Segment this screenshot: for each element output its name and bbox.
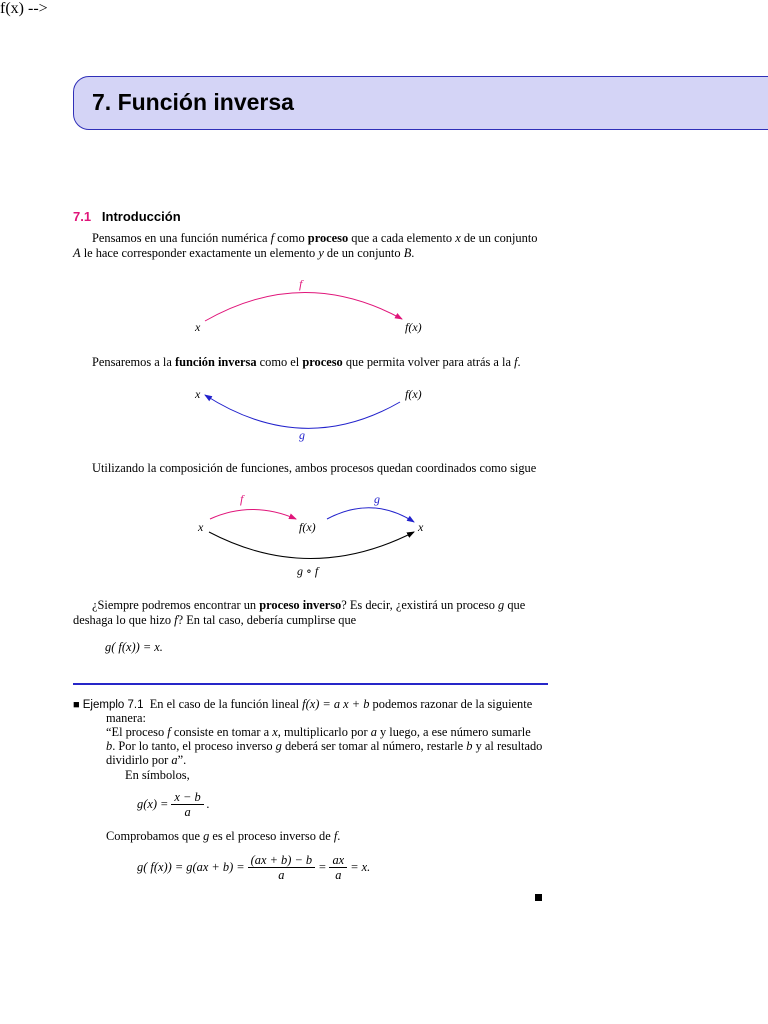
- arrow-comp-gf: [209, 532, 414, 559]
- example-line-2: manera:: [106, 711, 146, 725]
- example-divider: [73, 683, 548, 685]
- example-bullet-icon: ■: [73, 699, 80, 711]
- diagram2-to: f(x): [405, 387, 422, 401]
- diagram3-x1: x: [198, 520, 204, 534]
- end-of-example-icon: [535, 894, 542, 901]
- inverse-paragraph: Pensaremos a la función inversa como el proceso que permita volver para atrás a la f.: [92, 355, 521, 369]
- question-line-1: ¿Siempre podremos encontrar un proceso inverso? Es decir, ¿existirá un proceso g que: [92, 598, 526, 612]
- section-number: 7.1: [73, 209, 92, 224]
- question-line-2: deshaga lo que hizo f? En tal caso, debería cumplirse que: [73, 613, 357, 627]
- diagram1-label-f: f: [299, 277, 303, 291]
- equation-3: g( f(x)) = g(ax + b) = $\frac{(ax + b) - b}{a}$ = $\frac{ax}{a}$ = x.: [137, 853, 371, 882]
- example-check: Comprobamos que g es el proceso inverso de f.: [106, 829, 341, 843]
- diagram2-label-g: g: [299, 428, 305, 442]
- diagram3-x2: x: [418, 520, 424, 534]
- section-title: Introducción: [101, 209, 181, 224]
- example-label: Ejemplo 7.1: [82, 699, 144, 711]
- example-line-3: “El proceso f consiste en tomar a x, multiplicarlo por a y luego, a ese número sumarle: [106, 725, 531, 739]
- arrow-comp-g: [327, 508, 414, 522]
- intro-line-1: Pensamos en una función numérica f como proceso que a cada elemento x de un conjunto: [92, 231, 538, 245]
- diagram3-label-g: g: [374, 492, 380, 506]
- diagram3-label-f: f: [240, 492, 244, 506]
- example-symbols: En símbolos,: [125, 768, 190, 782]
- chapter-title: 7. Función inversa: [92, 89, 294, 115]
- arrow-f: [205, 292, 402, 321]
- arrow-g: [205, 395, 400, 428]
- diagram3-label-comp: g ∘ f: [297, 564, 319, 578]
- arrow-comp-f: [210, 510, 296, 520]
- example-line-5: dividirlo por a”.: [106, 753, 187, 767]
- diagram2-from: x: [195, 387, 201, 401]
- example-line-1: ■ Ejemplo 7.1 En el caso de la función lineal f(x) = a x + b podemos razonar de la siguiente: [73, 697, 533, 711]
- example-line-4: b. Por lo tanto, el proceso inverso g deberá ser tomar al número, restarle b y al resultado: [106, 739, 543, 753]
- equation-1: g( f(x)) = x.: [105, 640, 163, 654]
- composition-paragraph: Utilizando la composición de funciones, ambos procesos quedan coordinados como sigue: [92, 461, 537, 475]
- intro-line-2: A le hace corresponder exactamente un elemento y de un conjunto B.: [73, 246, 415, 260]
- diagram3-mid: f(x): [299, 520, 316, 534]
- diagram1-from: x: [195, 320, 201, 334]
- equation-2: g(x) = $\frac{x - b}{a}$ .: [137, 790, 210, 819]
- diagram1-to: f(x): [405, 320, 422, 334]
